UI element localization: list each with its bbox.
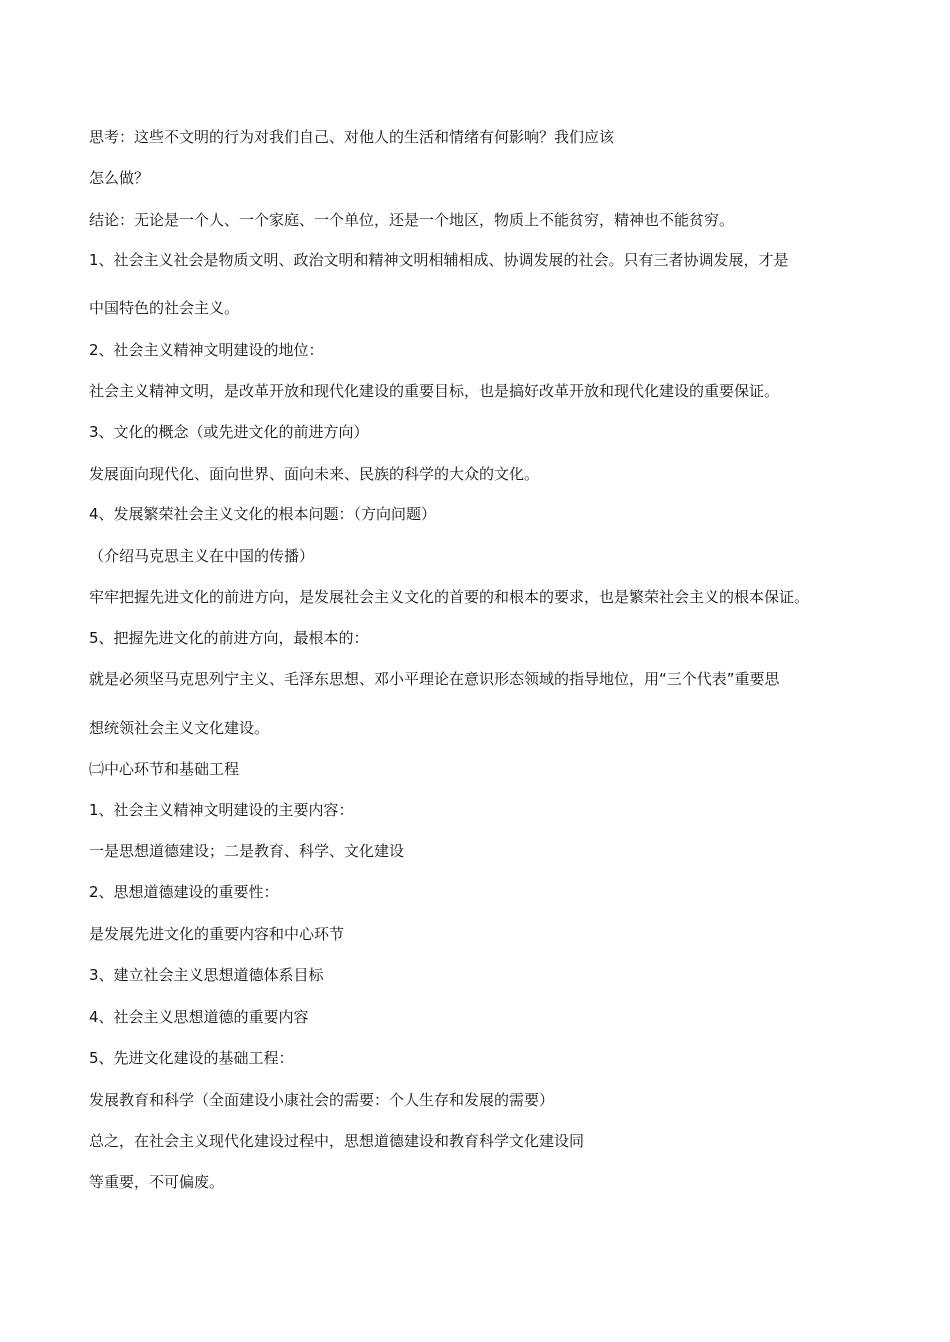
section-heading: 5、把握先进文化的前进方向，最根本的： [89, 629, 369, 647]
section-heading: 5、先进文化建设的基础工程： [89, 1049, 294, 1067]
section-heading: 2、社会主义精神文明建设的地位： [89, 341, 324, 359]
text-line: 等重要，不可偏废。 [89, 1173, 225, 1191]
section-heading: 4、发展繁荣社会主义文化的根本问题：（方向问题） [89, 505, 437, 523]
text-line: 发展面向现代化、面向世界、面向未来、民族的科学的大众的文化。 [89, 465, 540, 483]
text-line: 思考：这些不文明的行为对我们自己、对他人的生活和情绪有何影响？我们应该 [89, 128, 615, 146]
section-heading: 3、建立社会主义思想道德体系目标 [89, 966, 324, 984]
text-line: 牢牢把握先进文化的前进方向，是发展社会主义文化的首要的和根本的要求，也是繁荣社会主义的根本保证。 [89, 588, 810, 606]
text-line: 想统领社会主义文化建设。 [89, 719, 270, 737]
section-heading: ㈡中心环节和基础工程 [89, 760, 240, 778]
text-line: 怎么做？ [89, 169, 150, 187]
text-line: 发展教育和科学（全面建设小康社会的需要：个人生存和发展的需要） [89, 1091, 555, 1109]
text-line: 1、社会主义社会是物质文明、政治文明和精神文明相辅相成、协调发展的社会。只有三者协调发展，才是 [89, 251, 789, 269]
text-line: 总之，在社会主义现代化建设过程中，思想道德建设和教育科学文化建设同 [89, 1132, 585, 1150]
text-line: 结论：无论是一个人、一个家庭、一个单位，还是一个地区，物质上不能贫穷，精神也不能贫穷。 [89, 211, 735, 229]
text-line: 社会主义精神文明，是改革开放和现代化建设的重要目标，也是搞好改革开放和现代化建设的重要保证。 [89, 382, 780, 400]
text-line: 是发展先进文化的重要内容和中心环节 [89, 925, 345, 943]
section-heading: 1、社会主义精神文明建设的主要内容： [89, 801, 354, 819]
text-line: 中国特色的社会主义。 [89, 299, 240, 317]
section-heading: 2、思想道德建设的重要性： [89, 883, 279, 901]
section-heading: 3、文化的概念（或先进文化的前进方向） [89, 423, 369, 441]
text-line: （介绍马克思主义在中国的传播） [89, 547, 315, 565]
text-line: 就是必须坚马克思列宁主义、毛泽东思想、邓小平理论在意识形态领域的指导地位，用“三个代表”重要思 [89, 670, 780, 688]
section-heading: 4、社会主义思想道德的重要内容 [89, 1008, 309, 1026]
text-line: 一是思想道德建设；二是教育、科学、文化建设 [89, 842, 405, 860]
